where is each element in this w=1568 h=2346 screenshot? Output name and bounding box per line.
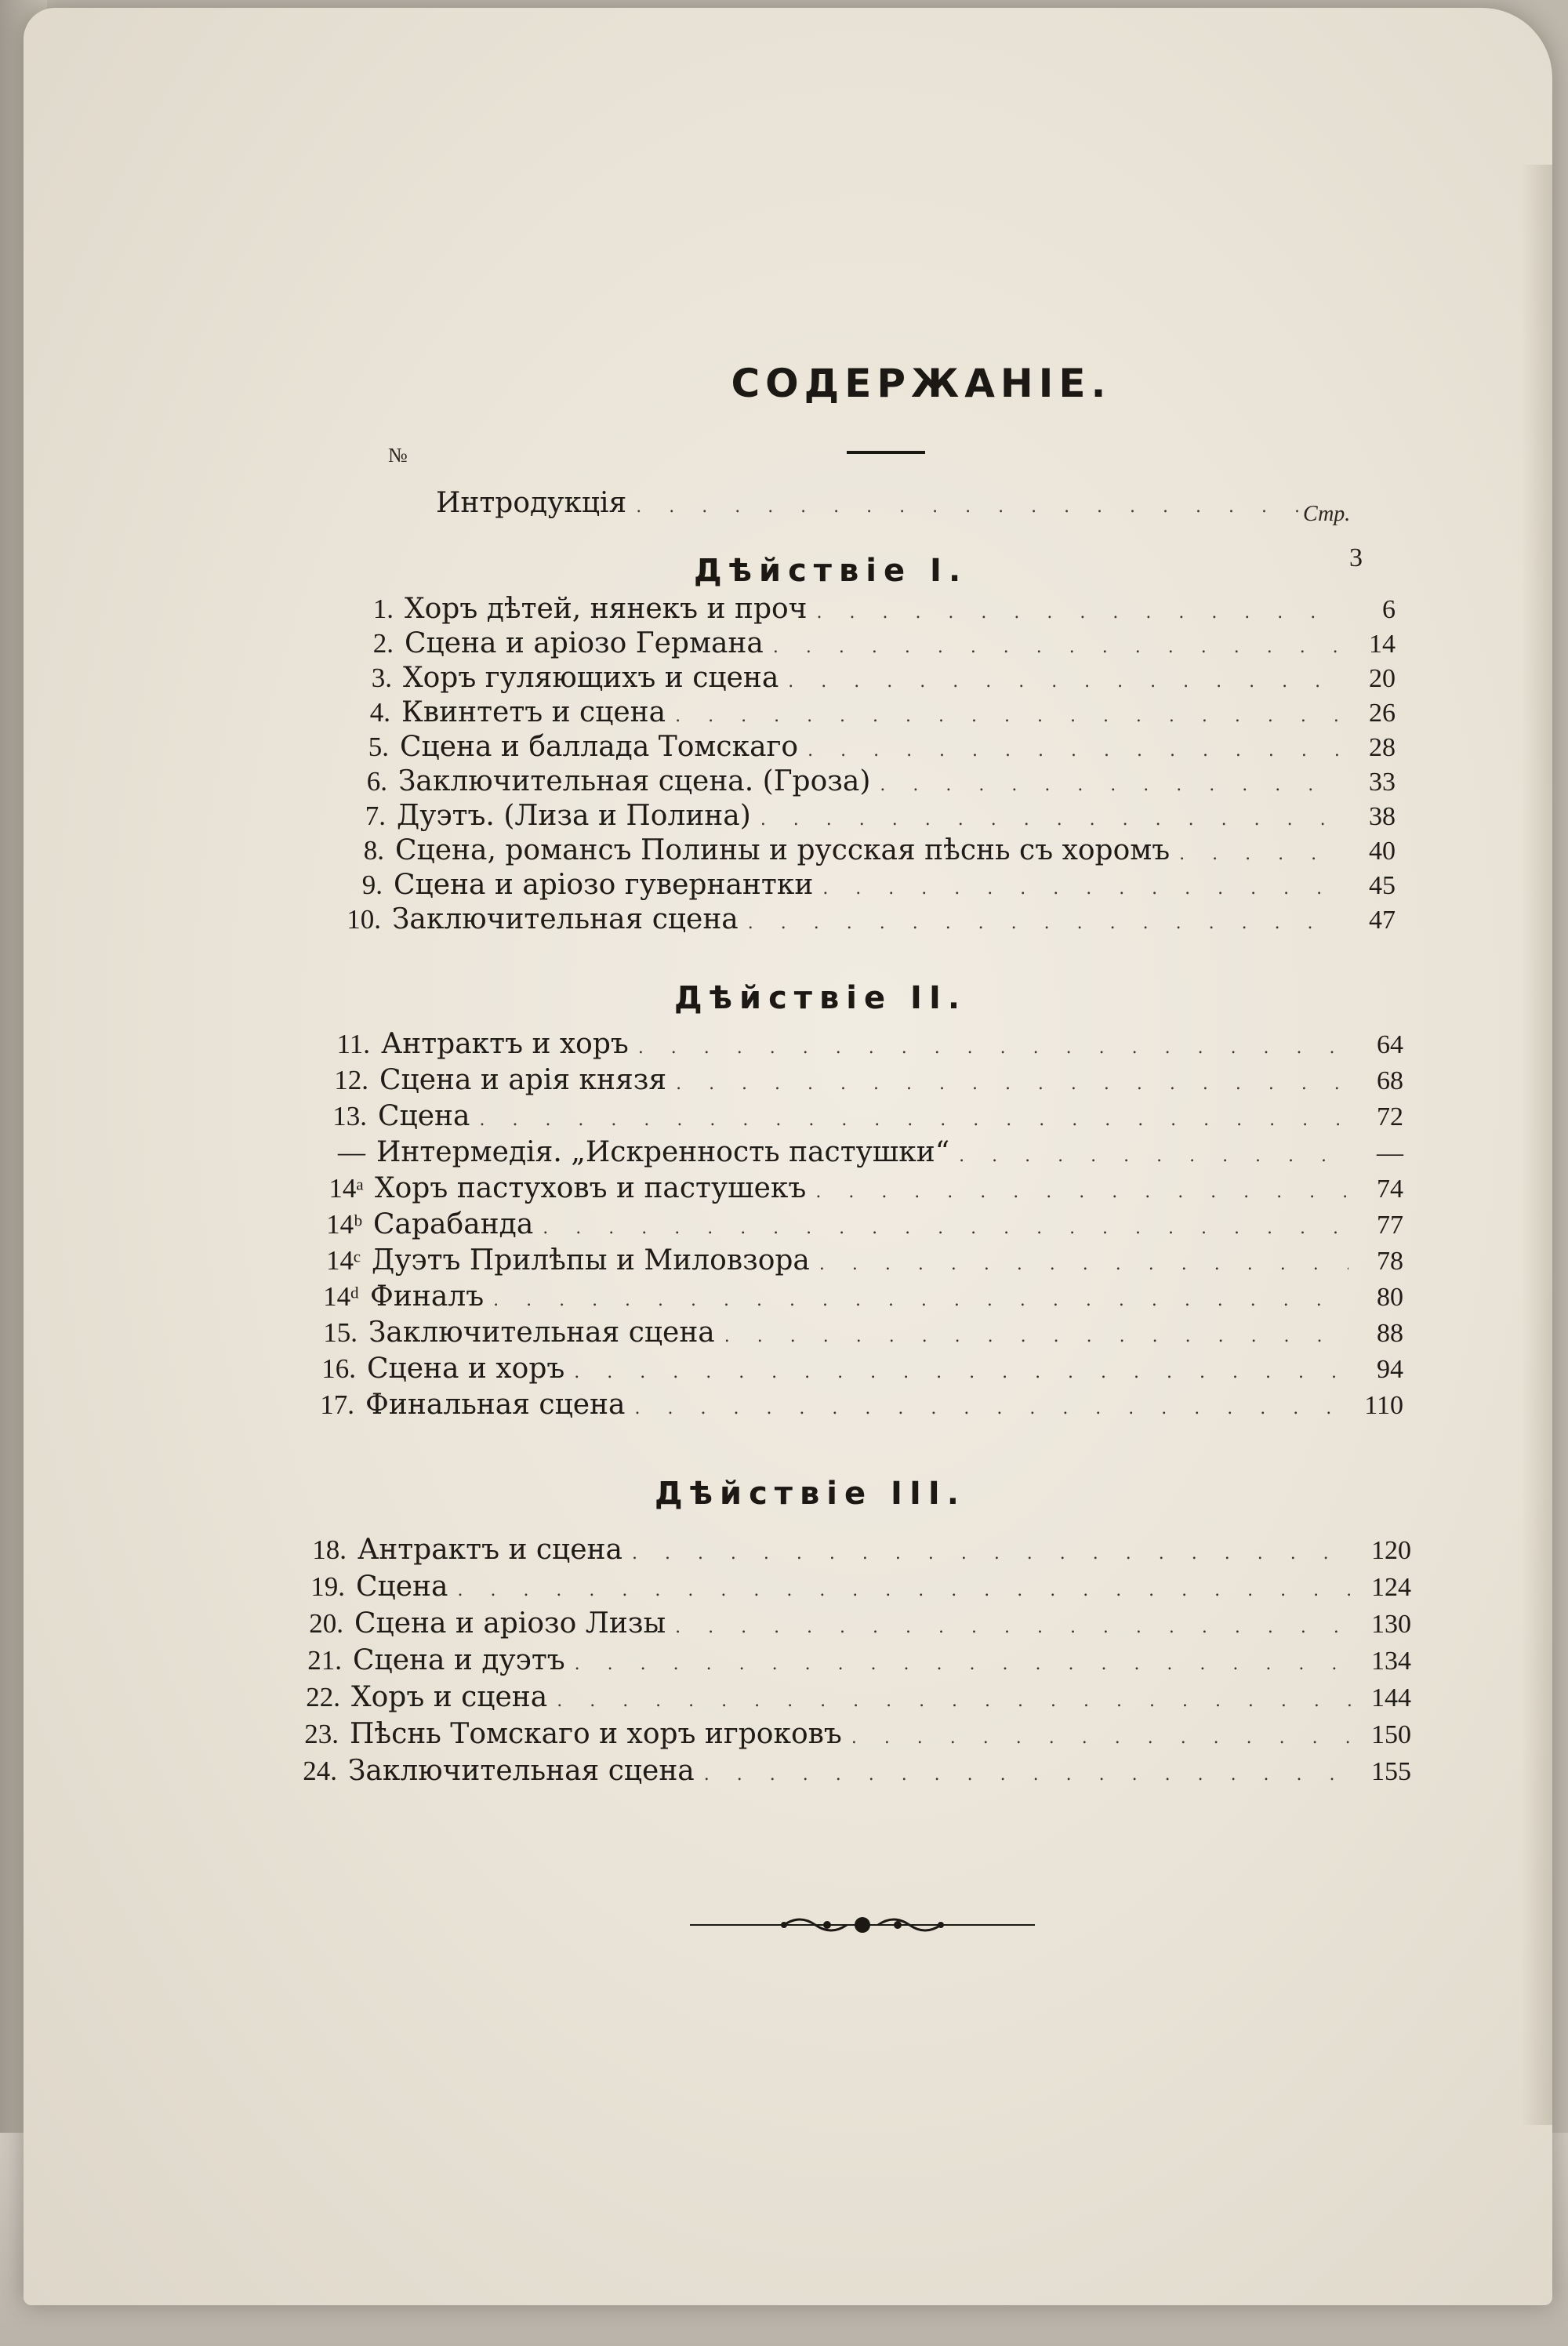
number-column-header: № <box>388 444 408 467</box>
entry-number: 15. <box>323 1317 358 1348</box>
toc-entry <box>307 1352 1403 1390</box>
leader-dots <box>822 872 1341 906</box>
entry-number: 14ᵇ <box>326 1209 362 1240</box>
leader-dots <box>575 1647 1356 1682</box>
entry-page: 150 <box>1371 1720 1411 1749</box>
entry-label: Дуэтъ Прилѣпы и Миловзора <box>372 1244 810 1276</box>
page-title: СОДЕРЖАНІЕ. <box>731 361 1112 406</box>
leader-dots <box>773 630 1341 665</box>
entry-page: 124 <box>1371 1573 1411 1602</box>
entry-page: 134 <box>1371 1647 1411 1676</box>
leader-dots <box>819 1247 1348 1282</box>
entry-page: 72 <box>1377 1102 1403 1131</box>
toc-entry <box>337 799 1396 837</box>
toc-entry <box>293 1643 1411 1682</box>
entry-label: Хоръ гуляющихъ и сцена <box>403 662 779 694</box>
entry-number: 18. <box>312 1534 347 1565</box>
leader-dots <box>479 1103 1348 1138</box>
entry-number: 13. <box>332 1101 367 1131</box>
entry-page: 68 <box>1377 1066 1403 1095</box>
leader-dots <box>760 803 1341 837</box>
entry-label: Сцена <box>356 1571 448 1603</box>
toc-entry <box>317 1135 1403 1174</box>
toc-entry <box>309 1316 1403 1354</box>
entry-label: Сцена и аріозо гувернантки <box>394 869 814 901</box>
leader-dots <box>880 768 1341 803</box>
leader-dots <box>636 490 1305 525</box>
entry-number: 9. <box>361 870 383 900</box>
toc-entry <box>334 868 1396 906</box>
entry-page: — <box>1377 1138 1403 1168</box>
entry-number: 22. <box>306 1682 340 1712</box>
entry-page: 74 <box>1377 1175 1403 1204</box>
entry-number: 16. <box>321 1353 356 1384</box>
toc-entry <box>321 1027 1403 1066</box>
leader-dots <box>676 1067 1348 1102</box>
entry-page: 20 <box>1369 664 1396 693</box>
entry-label: Сцена и аріозо Лизы <box>354 1607 666 1640</box>
entry-page: 33 <box>1369 768 1396 797</box>
entry-number: 24. <box>303 1756 337 1786</box>
entry-number: 1. <box>372 594 394 624</box>
entry-page: 155 <box>1371 1757 1411 1786</box>
leader-dots <box>457 1574 1356 1608</box>
entry-label: Сарабанда <box>373 1208 534 1240</box>
entry-label: Хоръ пастуховъ и пастушекъ <box>375 1172 807 1204</box>
entry-label: Сцена, романсъ Полины и русская пѣснь съ хоромъ <box>395 834 1171 866</box>
leader-dots <box>808 734 1341 768</box>
toc-entry <box>312 1244 1403 1282</box>
entry-label: Хоръ и сцена <box>351 1681 548 1713</box>
entry-number: 14ᵈ <box>323 1281 359 1312</box>
toc-entry <box>295 1607 1411 1645</box>
entry-label: Квинтетъ и сцена <box>401 696 666 728</box>
toc-entry <box>343 661 1396 699</box>
entry-label: Заключительная сцена. (Гроза) <box>398 765 871 797</box>
leader-dots <box>959 1139 1348 1174</box>
leader-dots <box>493 1284 1348 1318</box>
entry-page: 45 <box>1369 871 1396 900</box>
entry-number: 6. <box>366 766 387 797</box>
entry-label: Финалъ <box>370 1280 485 1313</box>
entry-number: 8. <box>363 835 384 866</box>
act-heading-2: Дѣйствіе II. <box>674 980 967 1016</box>
entry-page: 64 <box>1377 1030 1403 1059</box>
entry-label: Антрактъ и сцена <box>358 1534 622 1566</box>
entry-number: 5. <box>368 732 389 762</box>
entry-page: 38 <box>1369 802 1396 831</box>
entry-label: Интермедія. „Искренность пастушки“ <box>376 1136 950 1168</box>
entry-number: 11. <box>336 1029 370 1059</box>
entry-label: Сцена и хоръ <box>367 1353 565 1385</box>
entry-label: Заключительная сцена <box>392 903 739 935</box>
entry-number: 17. <box>320 1389 354 1420</box>
toc-entry <box>292 1680 1411 1719</box>
entry-page: 26 <box>1369 699 1396 728</box>
toc-entry <box>306 1388 1403 1426</box>
entry-label: Заключительная сцена <box>348 1755 695 1787</box>
entry-page: 88 <box>1377 1319 1403 1348</box>
entry-number: 14ᶜ <box>326 1245 361 1276</box>
entry-label: Сцена и дуэтъ <box>353 1644 565 1676</box>
toc-entry <box>332 902 1396 941</box>
leader-dots <box>675 699 1341 734</box>
act-heading-3: Дѣйствіе III. <box>655 1476 966 1512</box>
toc-entry <box>315 1171 1403 1210</box>
entry-page: 47 <box>1369 906 1396 935</box>
toc-entry <box>298 1533 1411 1571</box>
leader-dots <box>557 1684 1356 1719</box>
entry-number: 4. <box>369 697 390 728</box>
entry-label: Сцена и арія князя <box>379 1064 667 1096</box>
leader-dots <box>815 1175 1348 1210</box>
title-underline <box>847 451 925 454</box>
entry-page: 3 <box>1349 543 1363 572</box>
entry-label: Дуэтъ. (Лиза и Полина) <box>397 800 751 832</box>
toc-entry <box>342 695 1396 734</box>
entry-page: 144 <box>1371 1683 1411 1712</box>
leader-dots <box>543 1211 1348 1246</box>
leader-dots <box>638 1031 1348 1066</box>
entry-page: 6 <box>1382 595 1396 624</box>
toc-entry <box>336 833 1396 872</box>
toc-entry <box>296 1570 1411 1608</box>
toc-entry <box>289 1754 1411 1792</box>
entry-page: 120 <box>1371 1536 1411 1565</box>
entry-page: 77 <box>1377 1211 1403 1240</box>
entry-number: 23. <box>304 1719 339 1749</box>
entry-number: 20. <box>309 1608 343 1639</box>
entry-number: 14ᵃ <box>328 1173 364 1204</box>
page-column-header: Стр. <box>1303 502 1351 526</box>
entry-number: 3. <box>371 663 392 693</box>
entry-label: Сцена и аріозо Германа <box>405 627 764 659</box>
act-heading-1: Дѣйствіе I. <box>694 553 968 589</box>
toc-entry-intro <box>376 486 1360 525</box>
entry-number: 19. <box>310 1571 345 1602</box>
entry-page: 40 <box>1369 837 1396 866</box>
leader-dots <box>788 665 1341 699</box>
entry-page: 28 <box>1369 733 1396 762</box>
entry-number: 12. <box>334 1065 368 1095</box>
toc-entry <box>339 764 1396 803</box>
toc-entry <box>290 1717 1411 1756</box>
entry-number: 21. <box>307 1645 342 1676</box>
entry-number: 7. <box>365 801 386 831</box>
toc-entry <box>318 1099 1403 1138</box>
toc-entry-intro-page <box>1317 541 1364 576</box>
leader-dots <box>748 906 1341 941</box>
leader-dots <box>851 1721 1356 1756</box>
leader-dots <box>574 1356 1348 1390</box>
toc-entry <box>345 592 1396 630</box>
entry-number: — <box>338 1137 365 1168</box>
entry-label: Финальная сцена <box>365 1389 626 1421</box>
entry-page: 130 <box>1371 1610 1411 1639</box>
entry-label: Хоръ дѣтей, нянекъ и проч <box>405 593 808 625</box>
leader-dots <box>816 596 1341 630</box>
leader-dots <box>635 1392 1349 1426</box>
entry-page: 14 <box>1369 630 1396 659</box>
entry-label: Антрактъ и хоръ <box>381 1028 629 1060</box>
entry-number: 10. <box>347 904 381 935</box>
leader-dots <box>675 1611 1356 1645</box>
leader-dots <box>1179 837 1341 872</box>
leader-dots <box>724 1320 1348 1354</box>
leader-dots <box>704 1758 1356 1792</box>
toc-entry <box>314 1208 1403 1246</box>
entry-label: Интродукція <box>436 487 627 519</box>
entry-page: 80 <box>1377 1283 1403 1312</box>
entry-number: 2. <box>372 628 394 659</box>
toc-entry <box>340 730 1396 768</box>
entry-label: Сцена и баллада Томскаго <box>400 731 799 763</box>
entry-label: Заключительная сцена <box>368 1316 715 1349</box>
entry-page: 110 <box>1364 1391 1403 1420</box>
toc-entry <box>320 1063 1403 1102</box>
entry-label: Сцена <box>378 1100 470 1132</box>
toc-entry <box>310 1280 1403 1318</box>
leader-dots <box>632 1537 1356 1571</box>
ornament-divider-icon <box>690 1905 1035 1945</box>
toc-entry <box>345 626 1396 665</box>
entry-page: 78 <box>1377 1247 1403 1276</box>
entry-label: Пѣснь Томскаго и хоръ игроковъ <box>350 1718 842 1750</box>
page-edge-shadow <box>1521 165 1552 2125</box>
entry-page: 94 <box>1377 1355 1403 1384</box>
